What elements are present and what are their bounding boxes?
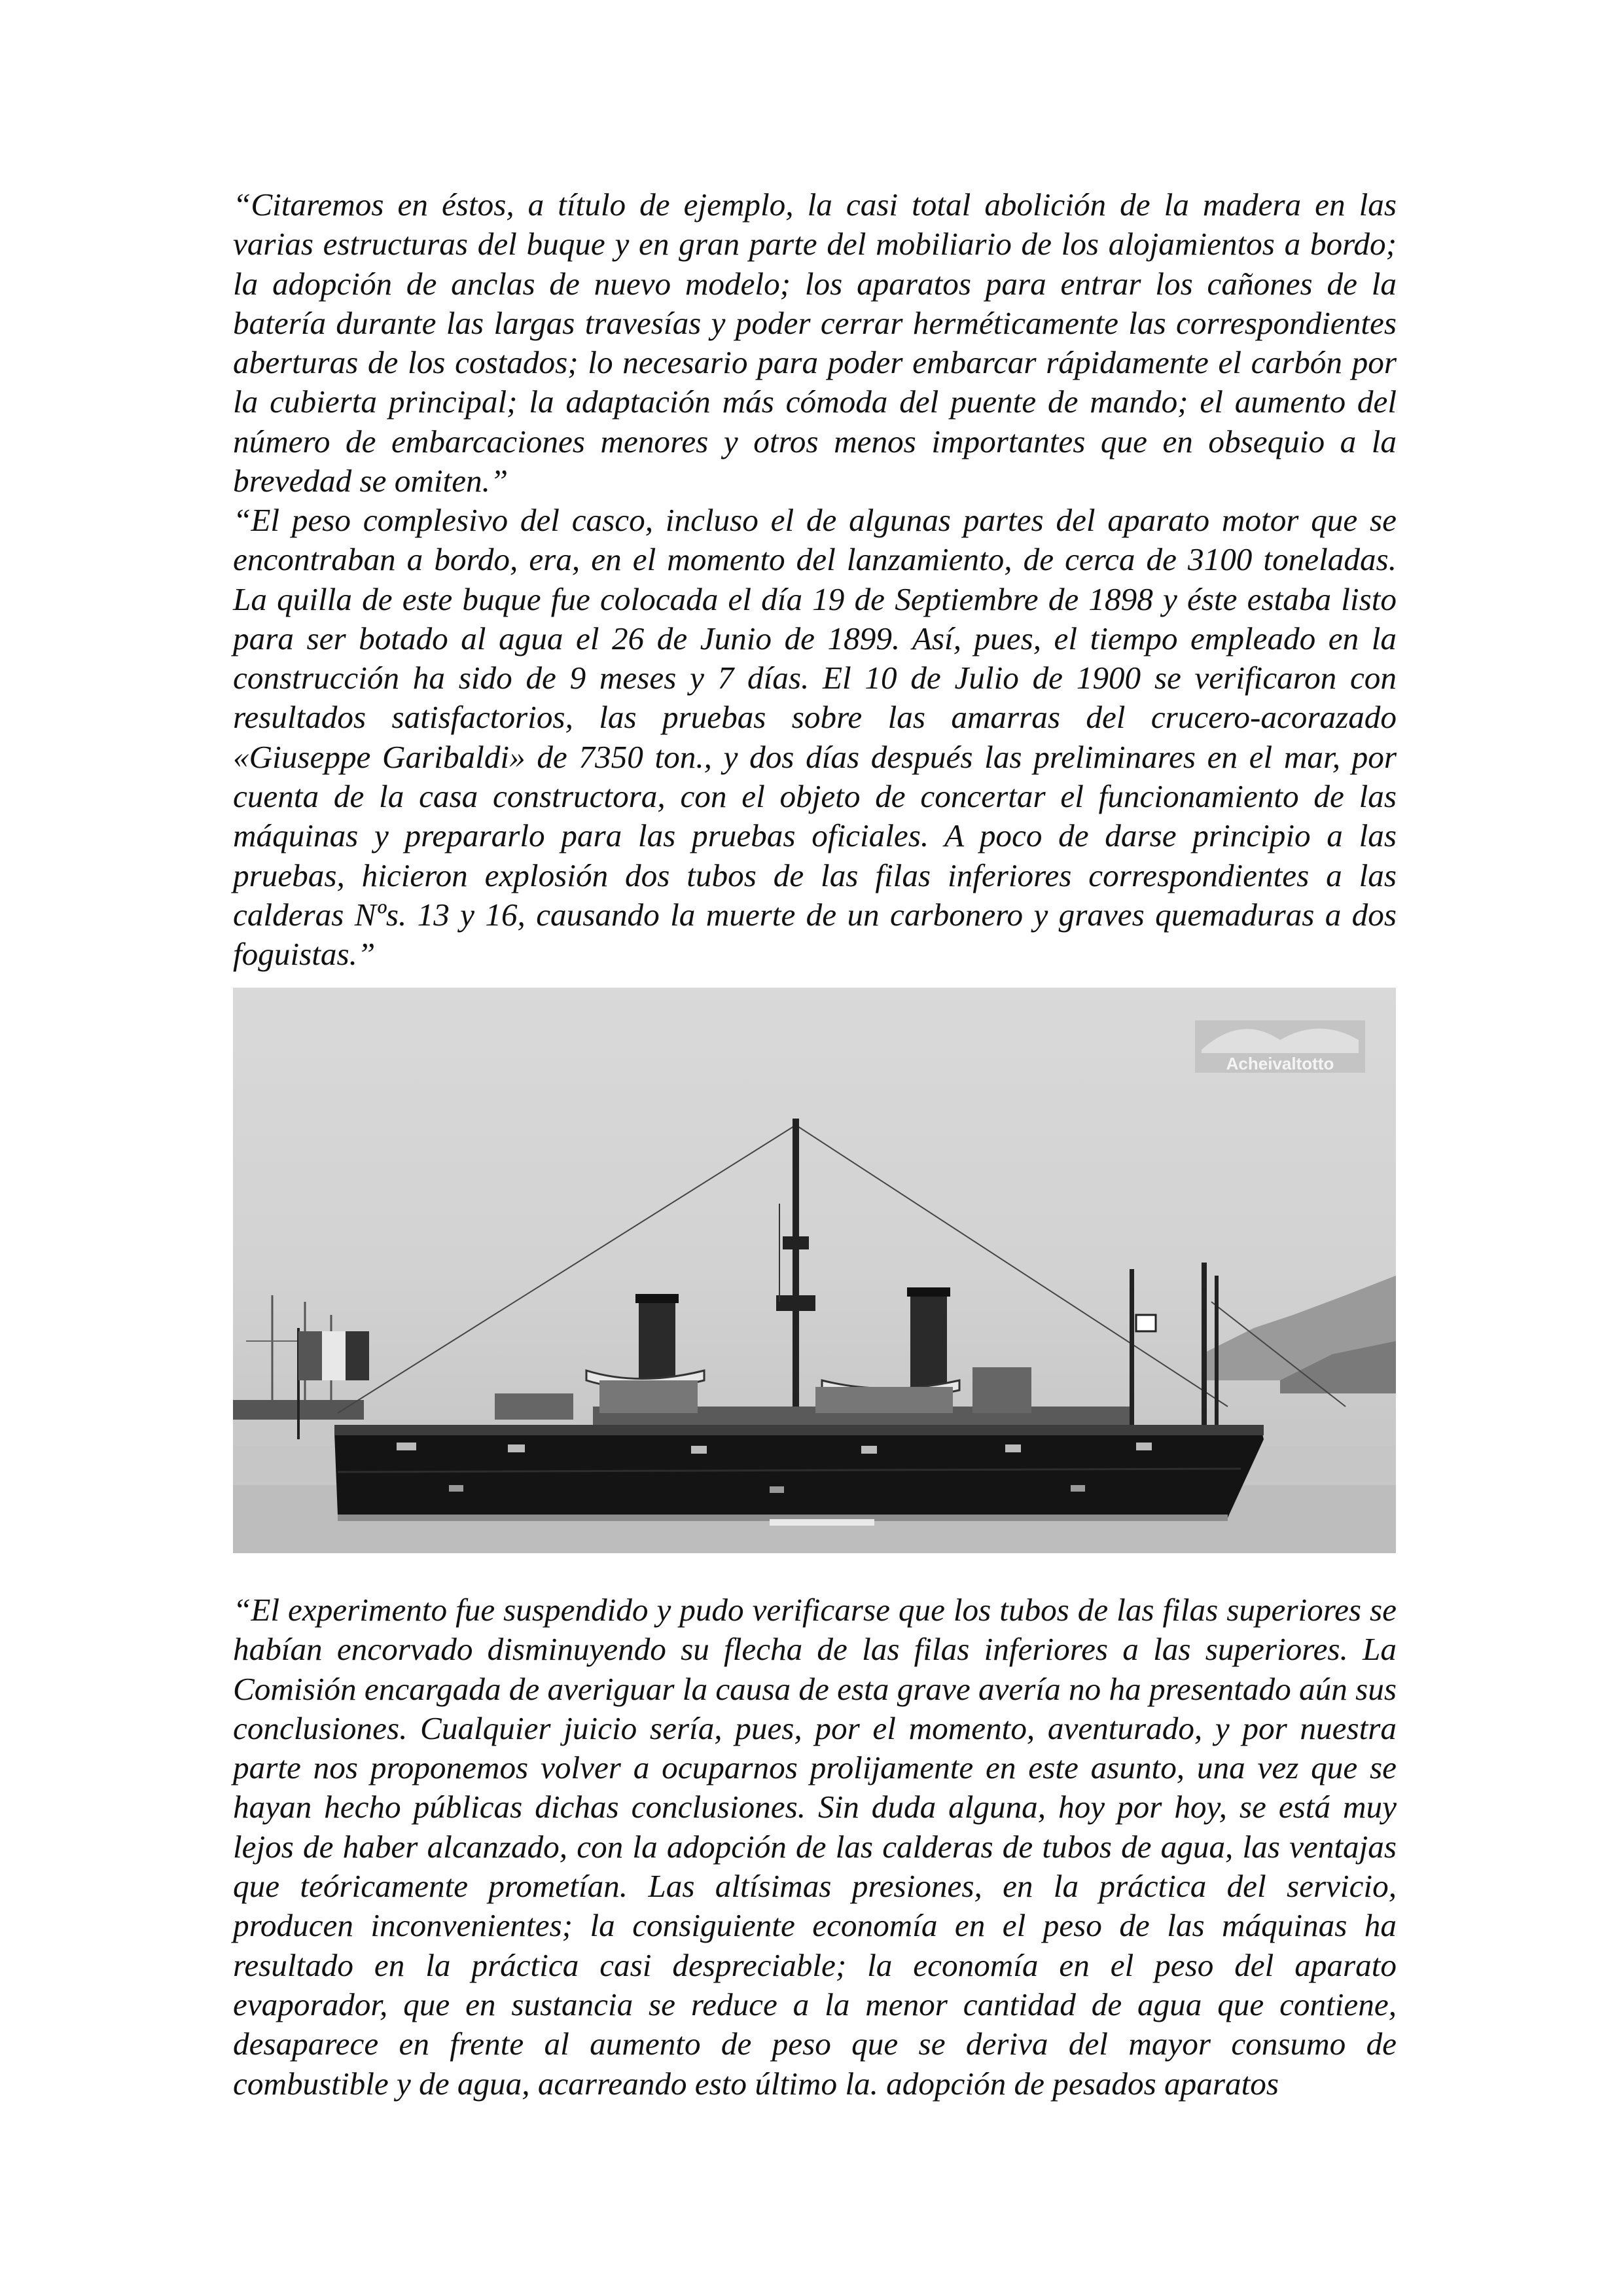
paragraph-quote-2: “El peso complesivo del casco, incluso el de algunas partes del aparato motor que se encontraban a bordo, era, en el momento del lanzamiento, de cerca de 3100 toneladas. La quilla de este buque fue colocada el día 19 de Septiembre de 1898 y éste estaba listo para ser botado al agua el 26 de Junio de 1899. Así, pues, el tiempo empleado en la construcción ha sido de 9 meses y 7 días. El 10 de Julio de 1900 se verificaron con resultados satisfactorios, las pruebas sobre las amarras del crucero-acorazado «Giuseppe Garibaldi» de 7350 ton., y dos días después las preliminares en el mar, por cuenta de la casa constructora, con el objeto de concertar el funcionamiento de las máquinas y prepararlo para las pruebas oficiales. A poco de darse principio a las pruebas, hicieron explosión dos tubos de las filas inferiores correspondientes a las calderas Nºs. 13 y 16, causando la muerte de un carbonero y graves quemaduras a dos foguistas.” (233, 502, 1397, 973)
ship-illustration (233, 988, 1396, 1553)
paragraph-quote-1: “Citaremos en éstos, a título de ejemplo, la casi total abolición de la madera en las varias estructuras del buque y en gran parte del mobiliario de los alojamientos a bordo; la adopción de anclas de nuevo modelo; los aparatos para entrar los cañones de la batería durante las largas travesías y poder cerrar herméticamente las correspondientes aberturas de los costados; lo necesario para poder embarcar rápidamente el carbón por la cubierta principal; la adaptación más cómoda del puente de mando; el aumento del número de embarcaciones menores y otros menos importantes que en obsequio a la brevedad se omiten.” (233, 187, 1397, 499)
paragraph-quote-3: “El experimento fue suspendido y pudo verificarse que los tubos de las filas superiores se habían encorvado disminuyendo su flecha de las filas inferiores a las superiores. La Comisión encargada de averiguar la causa de esta grave avería no ha presentado aún sus conclusiones. Cualquier juicio sería, pues, por el momento, aventurado, y por nuestra parte nos proponemos volver a ocuparnos prolijamente en este asunto, una vez que se hayan hecho públicas dichas conclusiones. Sin duda alguna, hoy por hoy, se está muy lejos de haber alcanzado, con la adopción de las calderas de tubos de agua, las ventajas que teóricamente prometían. Las altísimas presiones, en la práctica del servicio, producen inconvenientes; la consiguiente economía en el peso de las máquinas ha resultado en la práctica casi despreciable; la economía en el peso del aparato evaporador, que en sustancia se reduce a la menor cantidad de agua que contiene, desaparece en frente al aumento de peso que se deriva del mayor consumo de combustible y de agua, acarreando esto último la. adopción de pesados aparatos (233, 1592, 1397, 2102)
watermark-text: Acheivaltotto (1226, 1054, 1334, 1073)
armored-cruiser-photo (233, 988, 1396, 1553)
watermark-logo (1195, 1020, 1365, 1073)
